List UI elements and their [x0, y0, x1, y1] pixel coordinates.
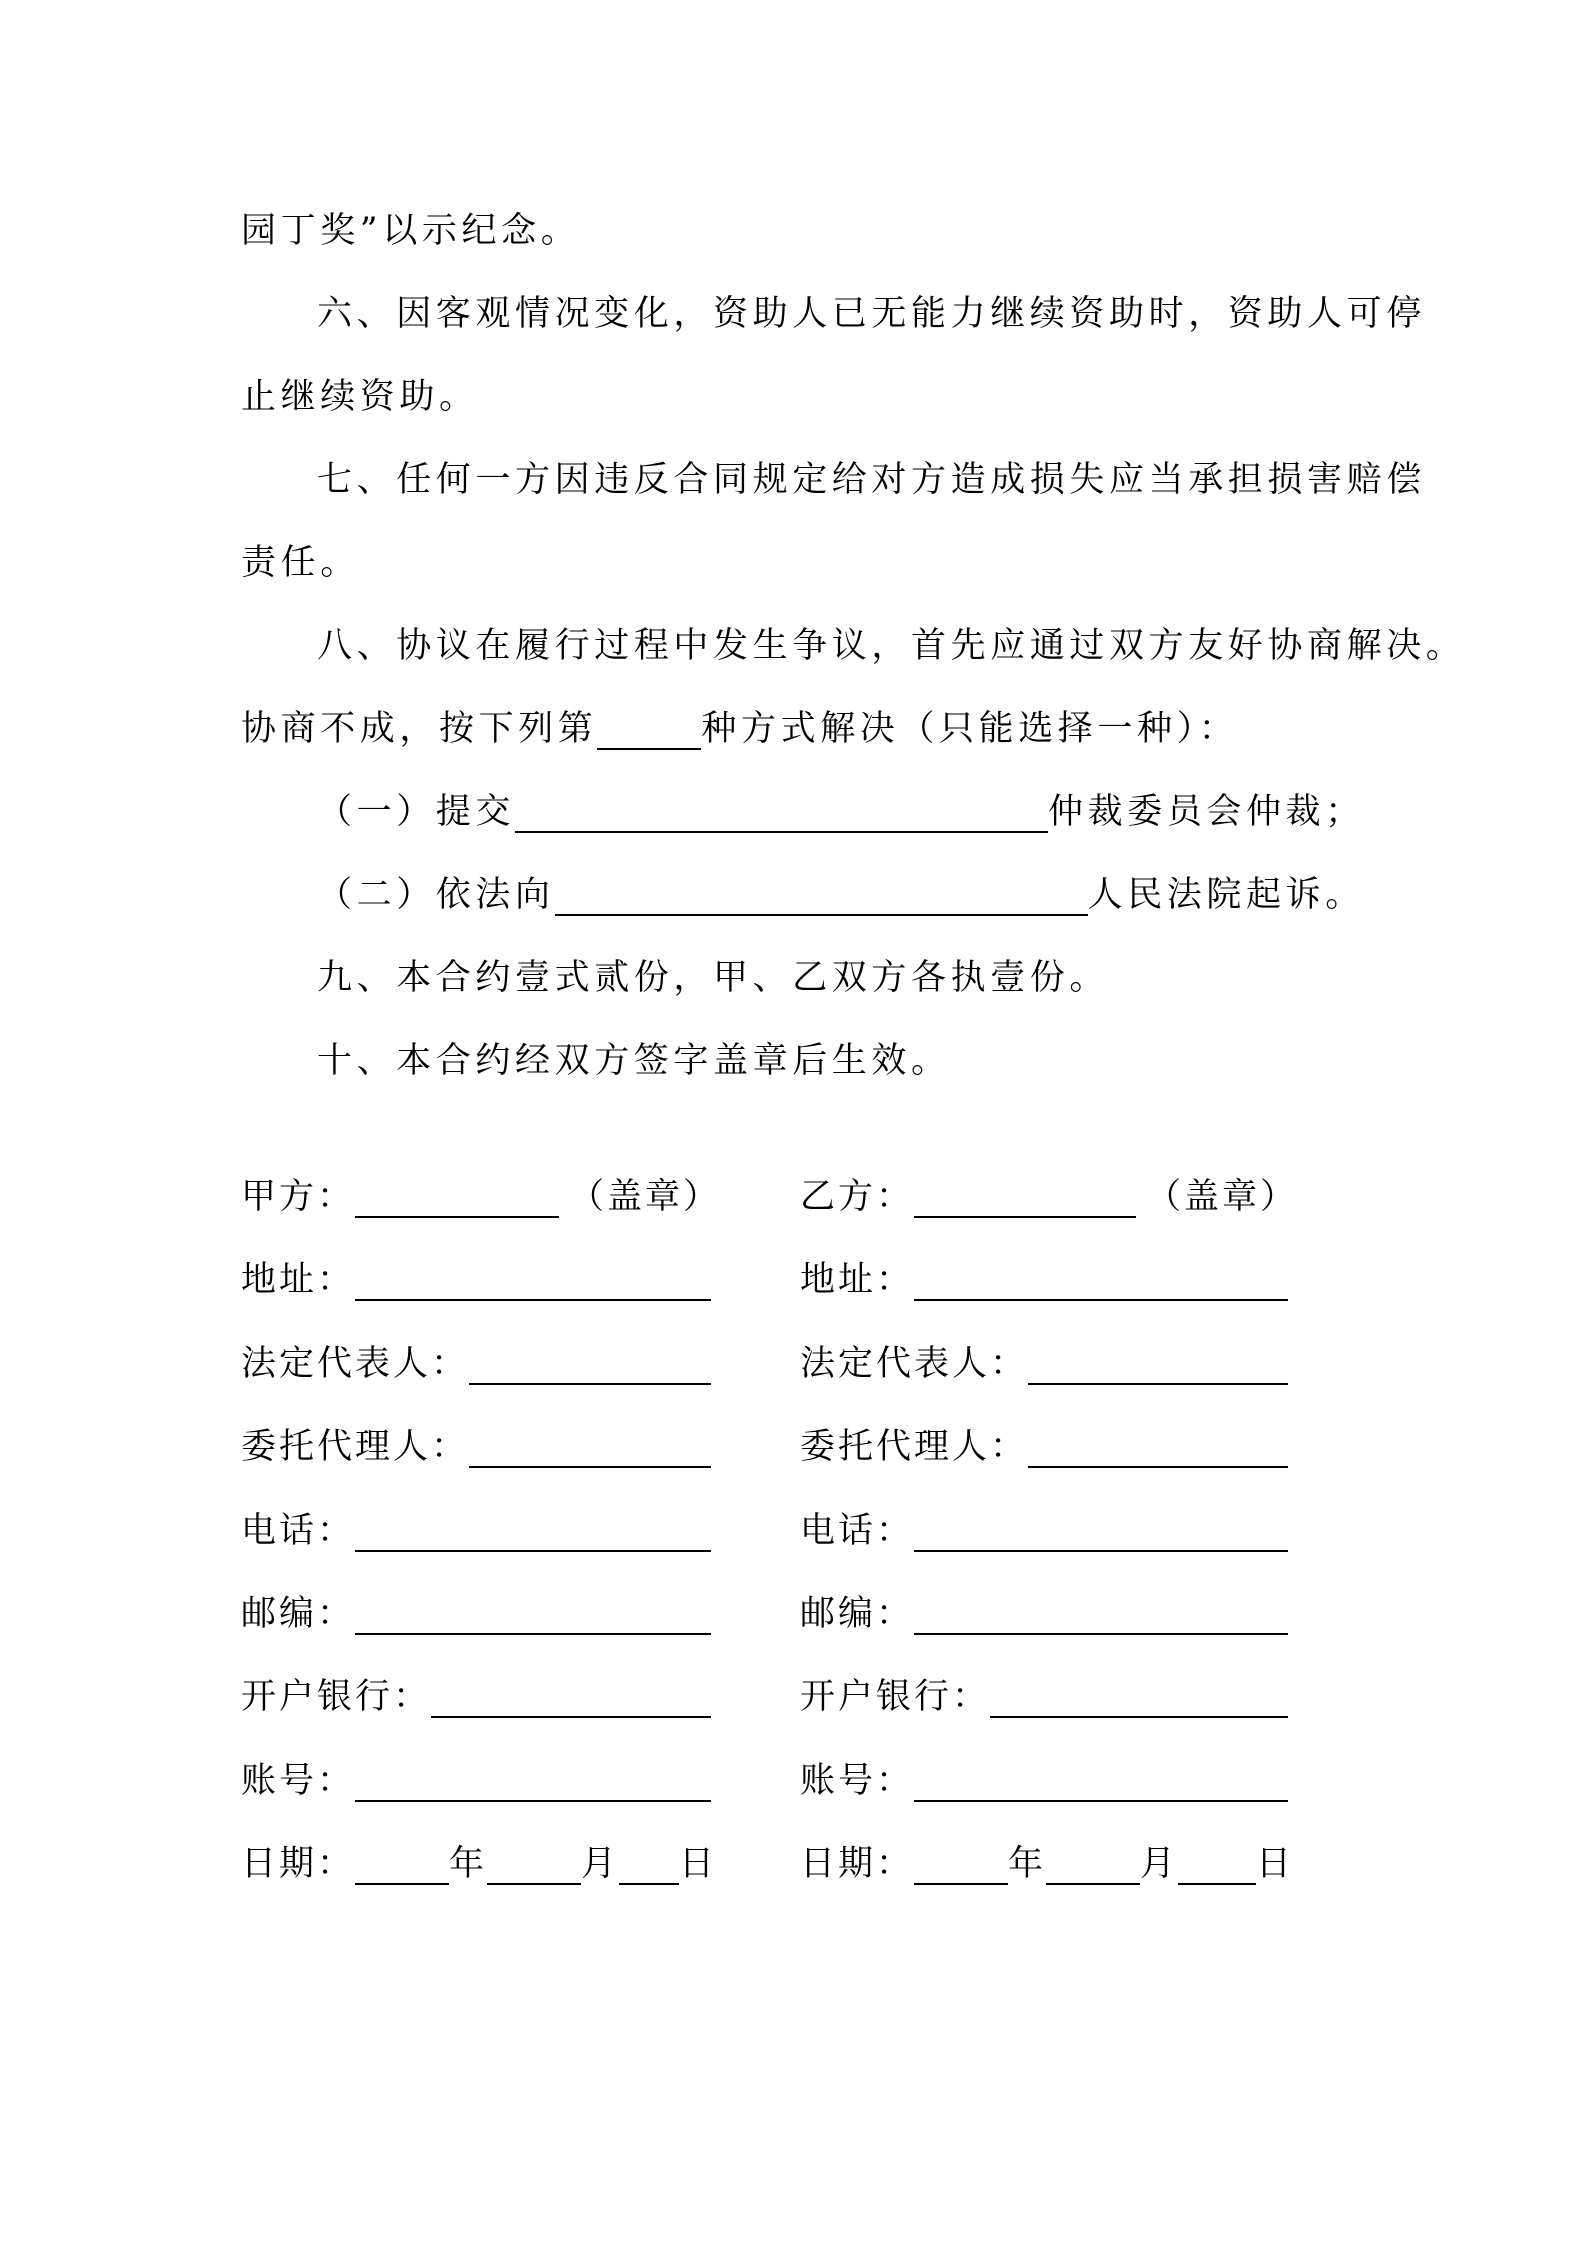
legal-rep-a-label: 法定代表人： — [241, 1343, 470, 1384]
account-b-blank[interactable] — [914, 1752, 1288, 1802]
signature-row-address — [241, 1239, 1355, 1322]
option-arbitration-prefix: （一）提交 — [317, 792, 516, 832]
legal-rep-left — [241, 1323, 711, 1406]
postcode-b-blank[interactable] — [914, 1585, 1288, 1635]
account-right — [800, 1740, 1288, 1823]
dispute-option-blank[interactable] — [597, 700, 701, 750]
clause-eight-line2 — [241, 688, 1355, 771]
agent-a-label: 委托代理人： — [241, 1427, 470, 1468]
phone-right — [800, 1490, 1288, 1573]
address-a-label: 地址： — [241, 1260, 356, 1301]
signature-row-date — [241, 1823, 1355, 1906]
date-a-label: 日期： — [241, 1844, 356, 1885]
postcode-b-label: 邮编： — [800, 1593, 915, 1634]
address-right — [800, 1239, 1288, 1322]
clause-eight-line1: 八、协议在履行过程中发生争议，首先应通过双方友好协商解决。 — [317, 626, 1466, 666]
legal-rep-b-blank[interactable] — [1028, 1335, 1288, 1385]
address-a-blank[interactable] — [355, 1251, 711, 1301]
date-a-month-label: 月 — [581, 1844, 620, 1885]
party-b-label: 乙方： — [800, 1177, 915, 1217]
bank-b-blank[interactable] — [990, 1668, 1288, 1718]
date-a-year-blank[interactable] — [355, 1835, 449, 1885]
party-a-blank[interactable] — [355, 1168, 559, 1218]
agent-a-blank[interactable] — [469, 1418, 711, 1468]
address-b-blank[interactable] — [914, 1251, 1288, 1301]
clause-eight-suffix: 种方式解决（只能选择一种）： — [701, 709, 1239, 749]
clause-seven-line1: 七、任何一方因违反合同规定给对方造成损失应当承担损害赔偿 — [317, 460, 1426, 500]
date-b-day-label: 日 — [1256, 1844, 1295, 1885]
clause-six-line2: 止继续资助。 — [241, 377, 479, 417]
agent-right — [800, 1406, 1288, 1489]
party-a — [241, 1156, 721, 1239]
party-b-blank[interactable] — [914, 1168, 1136, 1218]
date-b-month-blank[interactable] — [1046, 1835, 1140, 1885]
account-a-blank[interactable] — [355, 1752, 711, 1802]
arbitration-committee-blank[interactable] — [515, 783, 1048, 833]
clause-seven-line2: 责任。 — [241, 543, 360, 583]
signature-row-agent — [241, 1406, 1355, 1489]
contract-body — [241, 190, 1466, 1103]
option-arbitration — [241, 771, 1365, 854]
option-court-prefix: （二）依法向 — [317, 875, 555, 915]
court-name-blank[interactable] — [555, 866, 1088, 916]
phone-left — [241, 1490, 711, 1573]
bank-a-blank[interactable] — [431, 1668, 711, 1718]
signature-row-bank — [241, 1656, 1355, 1739]
party-b — [800, 1156, 1298, 1239]
postcode-left — [241, 1573, 711, 1656]
clause-six-line1: 六、因客观情况变化，资助人已无能力继续资助时，资助人可停 — [317, 294, 1426, 334]
bank-a-label: 开户银行： — [241, 1677, 432, 1718]
option-court-suffix: 人民法院起诉。 — [1087, 875, 1365, 915]
date-b-month-label: 月 — [1140, 1844, 1179, 1885]
option-court — [241, 854, 1365, 937]
date-b-year-blank[interactable] — [914, 1835, 1008, 1885]
date-b-day-blank[interactable] — [1178, 1835, 1256, 1885]
phone-a-blank[interactable] — [355, 1502, 711, 1552]
bank-left — [241, 1656, 711, 1739]
account-a-label: 账号： — [241, 1760, 356, 1801]
postcode-right — [800, 1573, 1288, 1656]
signature-block — [241, 1156, 1355, 1907]
legal-rep-b-label: 法定代表人： — [800, 1343, 1029, 1384]
address-b-label: 地址： — [800, 1260, 915, 1301]
address-left — [241, 1239, 711, 1322]
signature-row-phone — [241, 1490, 1355, 1573]
party-b-seal: （盖章） — [1146, 1177, 1299, 1217]
account-left — [241, 1740, 711, 1823]
party-a-seal: （盖章） — [569, 1177, 722, 1217]
paragraph-continuation: 园丁奖”以示纪念。 — [241, 211, 581, 251]
bank-b-label: 开户银行： — [800, 1677, 991, 1718]
date-b-year-label: 年 — [1008, 1844, 1047, 1885]
phone-b-label: 电话： — [800, 1510, 915, 1551]
clause-nine: 九、本合约壹式贰份，甲、乙双方各执壹份。 — [317, 958, 1110, 998]
date-right — [800, 1823, 1294, 1906]
date-a-year-label: 年 — [449, 1844, 488, 1885]
postcode-a-blank[interactable] — [355, 1585, 711, 1635]
bank-right — [800, 1656, 1288, 1739]
agent-b-label: 委托代理人： — [800, 1427, 1029, 1468]
date-a-month-blank[interactable] — [487, 1835, 581, 1885]
signature-row-account — [241, 1740, 1355, 1823]
phone-b-blank[interactable] — [914, 1502, 1288, 1552]
party-a-label: 甲方： — [241, 1177, 356, 1217]
account-b-label: 账号： — [800, 1760, 915, 1801]
date-a-day-label: 日 — [679, 1844, 718, 1885]
date-left — [241, 1823, 717, 1906]
signature-row-postcode — [241, 1573, 1355, 1656]
phone-a-label: 电话： — [241, 1510, 356, 1551]
signature-row-party — [241, 1156, 1355, 1239]
signature-row-legal-rep — [241, 1323, 1355, 1406]
clause-ten: 十、本合约经双方签字盖章后生效。 — [317, 1041, 951, 1081]
legal-rep-a-blank[interactable] — [469, 1335, 711, 1385]
agent-left — [241, 1406, 711, 1489]
legal-rep-right — [800, 1323, 1288, 1406]
option-arbitration-suffix: 仲裁委员会仲裁； — [1048, 792, 1365, 832]
date-a-day-blank[interactable] — [619, 1835, 679, 1885]
clause-eight-prefix: 协商不成，按下列第 — [241, 709, 598, 749]
postcode-a-label: 邮编： — [241, 1593, 356, 1634]
agent-b-blank[interactable] — [1028, 1418, 1288, 1468]
date-b-label: 日期： — [800, 1844, 915, 1885]
